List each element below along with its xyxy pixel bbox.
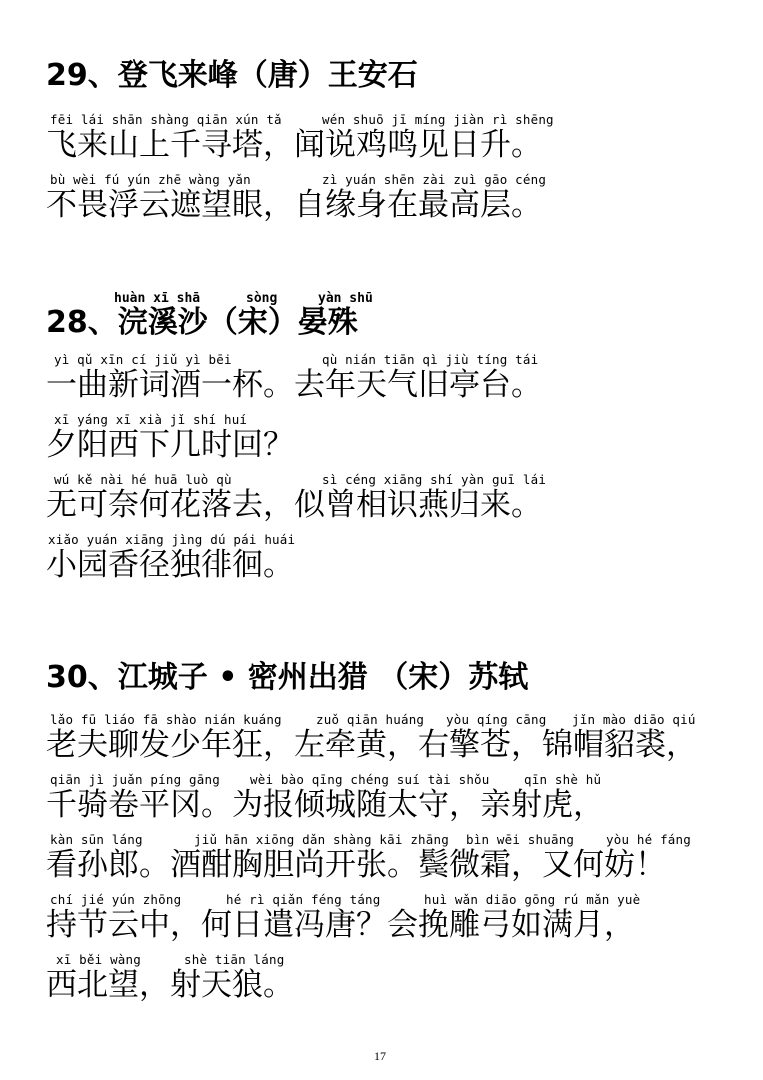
pinyin-line: bìn wēi shuāng xyxy=(466,832,575,847)
verse-line: 千骑卷平冈。为报倾城随太守，亲射虎， xyxy=(46,787,604,823)
poem-title: 30、江城子 • 密州出猎 （宋）苏轼 xyxy=(46,660,529,695)
pinyin-line: yòu qíng cāng xyxy=(446,712,547,727)
pinyin-line: xī běi wàng xyxy=(56,952,141,967)
verse-line: 飞来山上千寻塔，闻说鸡鸣见日升。 xyxy=(46,127,542,163)
pinyin-line: chí jié yún zhōng xyxy=(50,892,182,907)
title-pinyin: sòng xyxy=(246,291,278,306)
verse-line: 老夫聊发少年狂，左牵黄，右擎苍，锦帽貂裘， xyxy=(46,727,697,763)
pinyin-line: wén shuō jī míng jiàn rì shēng xyxy=(322,112,554,127)
pinyin-line: jiǔ hān xiōng dǎn shàng kāi zhāng xyxy=(194,832,449,847)
pinyin-line: qù nián tiān qì jiù tíng tái xyxy=(322,352,539,367)
pinyin-line: qīn shè hǔ xyxy=(524,772,602,787)
verse-line: 夕阳西下几时回？ xyxy=(46,427,294,463)
pinyin-line: jǐn mào diāo qiú xyxy=(572,712,696,727)
page-number: 17 xyxy=(374,1049,386,1063)
pinyin-line: yòu hé fáng xyxy=(606,832,691,847)
verse-line: 西北望，射天狼。 xyxy=(46,967,294,1003)
verse-line: 持节云中，何日遣冯唐？会挽雕弓如满月， xyxy=(46,907,635,943)
verse-line: 不畏浮云遮望眼，自缘身在最高层。 xyxy=(46,187,542,223)
pinyin-line: wèi bào qīng chéng suí tài shǒu xyxy=(250,772,490,787)
pinyin-line: sì céng xiāng shí yàn guī lái xyxy=(322,472,547,487)
verse-line: 小园香径独徘徊。 xyxy=(46,547,294,583)
pinyin-line: shè tiān láng xyxy=(184,952,285,967)
pinyin-line: bù wèi fú yún zhē wàng yǎn xyxy=(50,172,251,187)
pinyin-line: xī yáng xī xià jǐ shí huí xyxy=(54,412,248,427)
verse-line: 无可奈何花落去，似曾相识燕归来。 xyxy=(46,487,542,523)
pinyin-line: yì qǔ xīn cí jiǔ yì bēi xyxy=(54,352,232,367)
poem-title: 28、浣溪沙（宋）晏殊 xyxy=(46,305,358,340)
title-pinyin: yàn shū xyxy=(318,291,373,306)
title-pinyin: huàn xī shā xyxy=(114,291,201,306)
pinyin-line: zuǒ qiān huáng xyxy=(316,712,425,727)
pinyin-line: kàn sūn láng xyxy=(50,832,143,847)
pinyin-line: fēi lái shān shàng qiān xún tǎ xyxy=(50,112,282,127)
pinyin-line: lǎo fū liáo fā shào nián kuáng xyxy=(50,712,282,727)
pinyin-line: zì yuán shēn zài zuì gāo céng xyxy=(322,172,547,187)
pinyin-line: hé rì qiǎn féng táng xyxy=(226,892,381,907)
verse-line: 一曲新词酒一杯。去年天气旧亭台。 xyxy=(46,367,542,403)
poem-title: 29、登飞来峰（唐）王安石 xyxy=(46,58,418,93)
pinyin-line: huì wǎn diāo gōng rú mǎn yuè xyxy=(424,892,641,907)
pinyin-line: xiǎo yuán xiāng jìng dú pái huái xyxy=(48,532,296,547)
pinyin-line: wú kě nài hé huā luò qù xyxy=(54,472,232,487)
verse-line: 看孙郎。酒酣胸胆尚开张。鬓微霜，又何妨！ xyxy=(46,847,666,883)
pinyin-line: qiān jì juǎn píng gāng xyxy=(50,772,220,787)
